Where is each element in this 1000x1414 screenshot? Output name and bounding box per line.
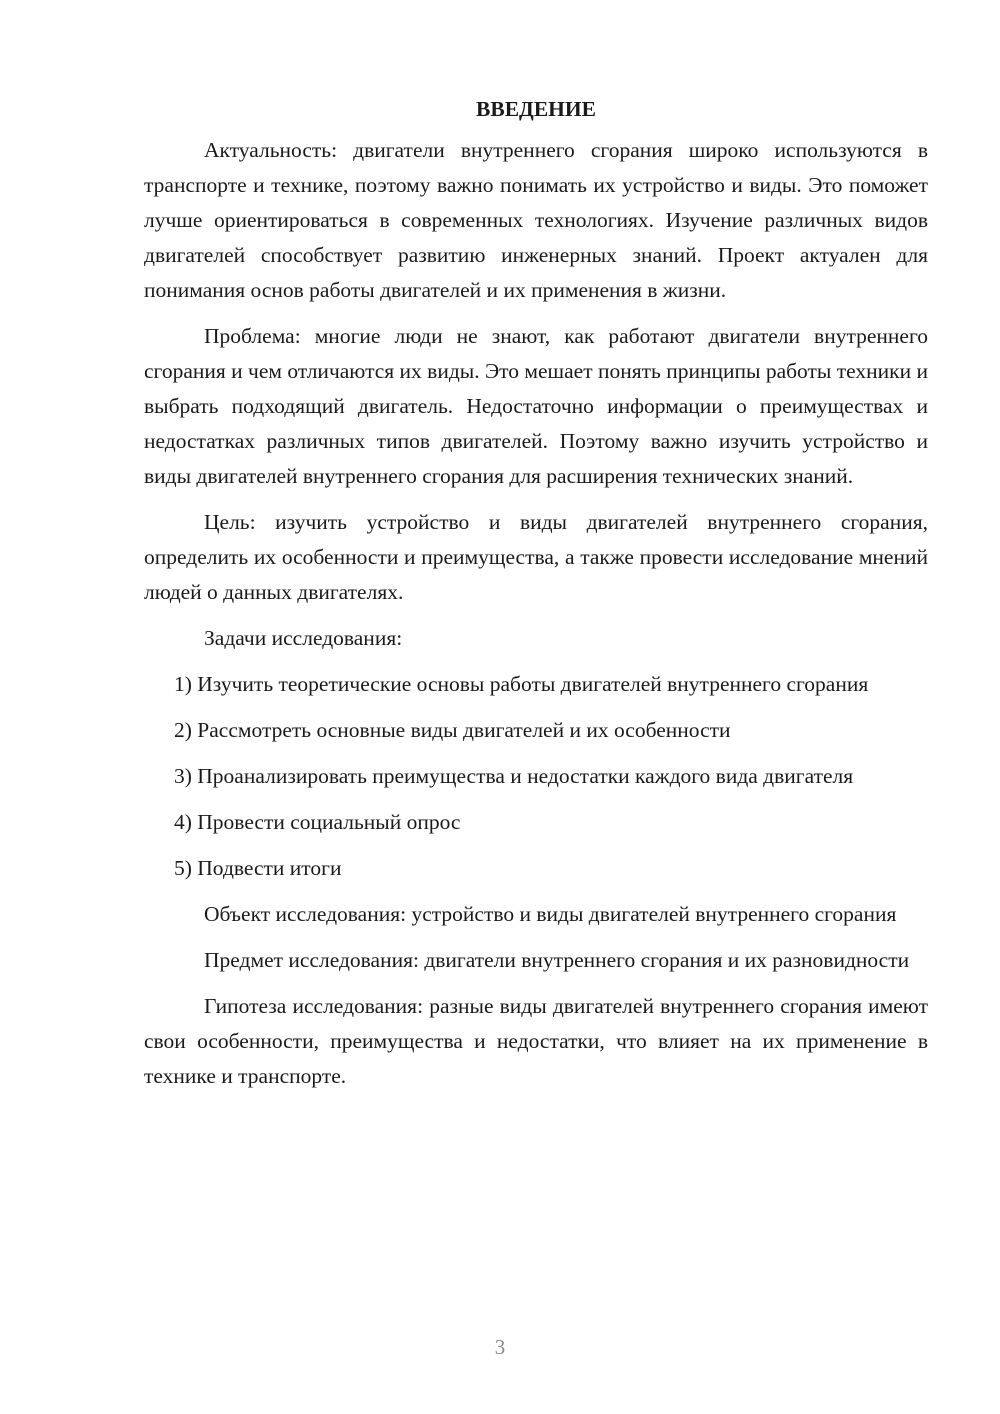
- tasks-title: Задачи исследования:: [204, 626, 403, 650]
- tasks-list: [144, 667, 928, 886]
- task-item: 4) Провести социальный опрос: [174, 810, 461, 834]
- paragraph-goal: Цель: изучить устройство и виды двигателей внутреннего сгорания, определить их особенности и преимущества, а также провести исследование мнений людей о данных двигателях.: [144, 510, 928, 604]
- task-item: 5) Подвести итоги: [174, 856, 342, 880]
- paragraph-hypothesis: Гипотеза исследования: разные виды двигателей внутреннего сгорания имеют свои особенности, преимущества и недостатки, что влияет на их применение в технике и транспорте.: [144, 994, 928, 1088]
- paragraph-relevance: Актуальность: двигатели внутреннего сгорания широко используются в транспорте и технике, поэтому важно понимать их устройство и виды. Это поможет лучше ориентироваться в современных технологиях. Изучение различных видов двигателей способствует развитию инженерных знаний. Проект актуален для понимания основ работы двигателей и их применения в жизни.: [144, 138, 928, 302]
- page-number: 3: [494, 1335, 506, 1359]
- page-title: ВВЕДЕНИЕ: [476, 97, 596, 121]
- paragraph-subject: Предмет исследования: двигатели внутреннего сгорания и их разновидности: [204, 948, 910, 972]
- task-item: 2) Рассмотреть основные виды двигателей и их особенности: [174, 718, 731, 742]
- task-item: 1) Изучить теоретические основы работы двигателей внутреннего сгорания: [174, 672, 869, 696]
- document-page: [144, 92, 928, 1105]
- task-item: 3) Проанализировать преимущества и недостатки каждого вида двигателя: [174, 764, 854, 788]
- paragraph-problem: Проблема: многие люди не знают, как работают двигатели внутреннего сгорания и чем отличаются их виды. Это мешает понять принципы работы техники и выбрать подходящий двигатель. Недостаточно информации о преимуществах и недостатках различных типов двигателей. Поэтому важно изучить устройство и виды двигателей внутреннего сгорания для расширения технических знаний.: [144, 324, 928, 488]
- paragraph-object: Объект исследования: устройство и виды двигателей внутреннего сгорания: [204, 902, 897, 926]
